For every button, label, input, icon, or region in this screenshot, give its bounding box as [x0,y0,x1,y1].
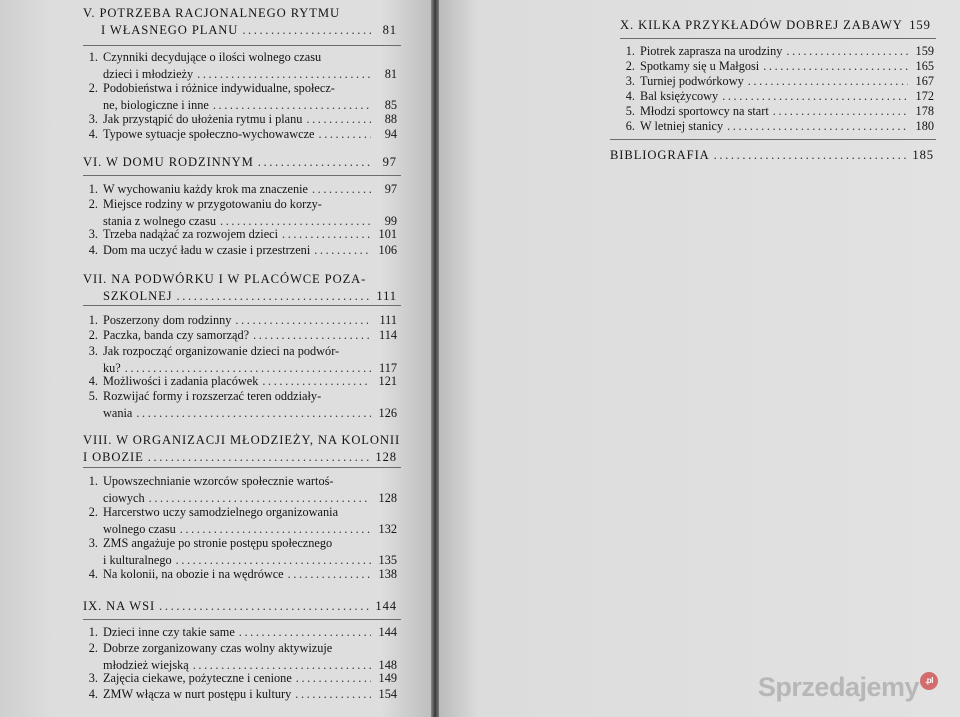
divider [83,467,401,468]
divider [610,139,936,140]
toc-item: 3. Jak rozpocząć organizowanie dzieci na podwór- ku? ..... 117 [83,343,397,377]
chapter-v-title: V. POTRZEBA RACJONALNEGO RYTMU I WŁASNEGO PLANU ..... 81 [83,5,397,39]
toc-item: 3. Jak przystąpić do ułożenia rytmu i planu ..... 88 [83,111,397,128]
chapter-ix-title: IX. NA WSI ..... 144 [83,598,397,615]
toc-item: 3. Trzeba nadążać za rozwojem dzieci ..... 101 [83,226,397,243]
toc-item: 5. Rozwijać formy i rozszerzać teren oddziały- wania ..... 126 [83,388,397,422]
toc-item: 3. ZMS angażuje po stronie postępu społecznego i kulturalnego ..... 135 [83,535,397,569]
toc-item: 1. Czynniki decydujące o ilości wolnego czasu dzieci i młodzieży ..... 81 [83,49,397,83]
divider [83,619,401,620]
toc-item: 4. ZMW włącza w nurt postępu i kultury ..... 154 [83,686,397,703]
divider [83,175,401,176]
toc-item: 2. Miejsce rodziny w przygotowaniu do korzy- stania z wolnego czasu ..... 99 [83,196,397,230]
toc-item: 4. Typowe sytuacje społeczno-wychowawcze ..... 94 [83,126,397,143]
toc-item: 1. Upowszechnianie wzorców społecznie wartoś- ciowych ..... 128 [83,473,397,507]
toc-item: 2. Harcerstwo uczy samodzielnego organizowania wolnego czasu ..... 132 [83,504,397,538]
watermark-logo: Sprzedajemy .pl [758,672,938,703]
toc-item: 1. W wychowaniu każdy krok ma znaczenie ..... 97 [83,181,397,198]
toc-item: 1. Piotrek zaprasza na urodziny ..... 159 [620,43,934,60]
toc-item: 5. Młodzi sportowcy na start ..... 178 [620,103,934,120]
toc-item: 3. Turniej podwórkowy ..... 167 [620,73,934,90]
toc-item: 2. Spotkamy się u Małgosi ..... 165 [620,58,934,75]
divider [83,45,401,46]
toc-item: 2. Podobieństwa i różnice indywidualne, społecz- ne, biologiczne i inne ..... 85 [83,80,397,114]
toc-item: 2. Dobrze zorganizowany czas wolny aktywizuje młodzież wiejską ..... 148 [83,640,397,674]
book-gutter [431,0,439,717]
divider [83,305,401,306]
toc-item: 6. W letniej stanicy ..... 180 [620,118,934,135]
chapter-viii-title: VIII. W ORGANIZACJI MŁODZIEŻY, NA KOLONII I OBOZIE ..... 128 [83,432,397,466]
chapter-vi-title: VI. W DOMU RODZINNYM ..... 97 [83,154,397,171]
toc-item: 4. Bal księżycowy ..... 172 [620,88,934,105]
bibliography-entry: BIBLIOGRAFIA ..... 185 [610,147,934,164]
toc-item: 1. Dzieci inne czy takie same ..... 144 [83,624,397,641]
toc-item: 2. Paczka, banda czy samorząd? ..... 114 [83,327,397,344]
divider [620,38,936,39]
toc-item: 1. Poszerzony dom rodzinny ..... 111 [83,312,397,329]
chapter-x-title: X. KILKA PRZYKŁADÓW DOBREJ ZABAWY 159 [620,18,931,32]
toc-item: 3. Zajęcia ciekawe, pożyteczne i cenione ..... 149 [83,670,397,687]
toc-item: 4. Na kolonii, na obozie i na wędrówce ..... 138 [83,566,397,583]
toc-item: 4. Możliwości i zadania placówek ..... 121 [83,373,397,390]
chapter-vii-title: VII. NA PODWÓRKU I W PLACÓWCE POZA- SZKOLNEJ ..... 111 [83,271,397,305]
page-number: 81 [382,23,397,37]
toc-item: 4. Dom ma uczyć ładu w czasie i przestrzeni ..... 106 [83,242,397,259]
